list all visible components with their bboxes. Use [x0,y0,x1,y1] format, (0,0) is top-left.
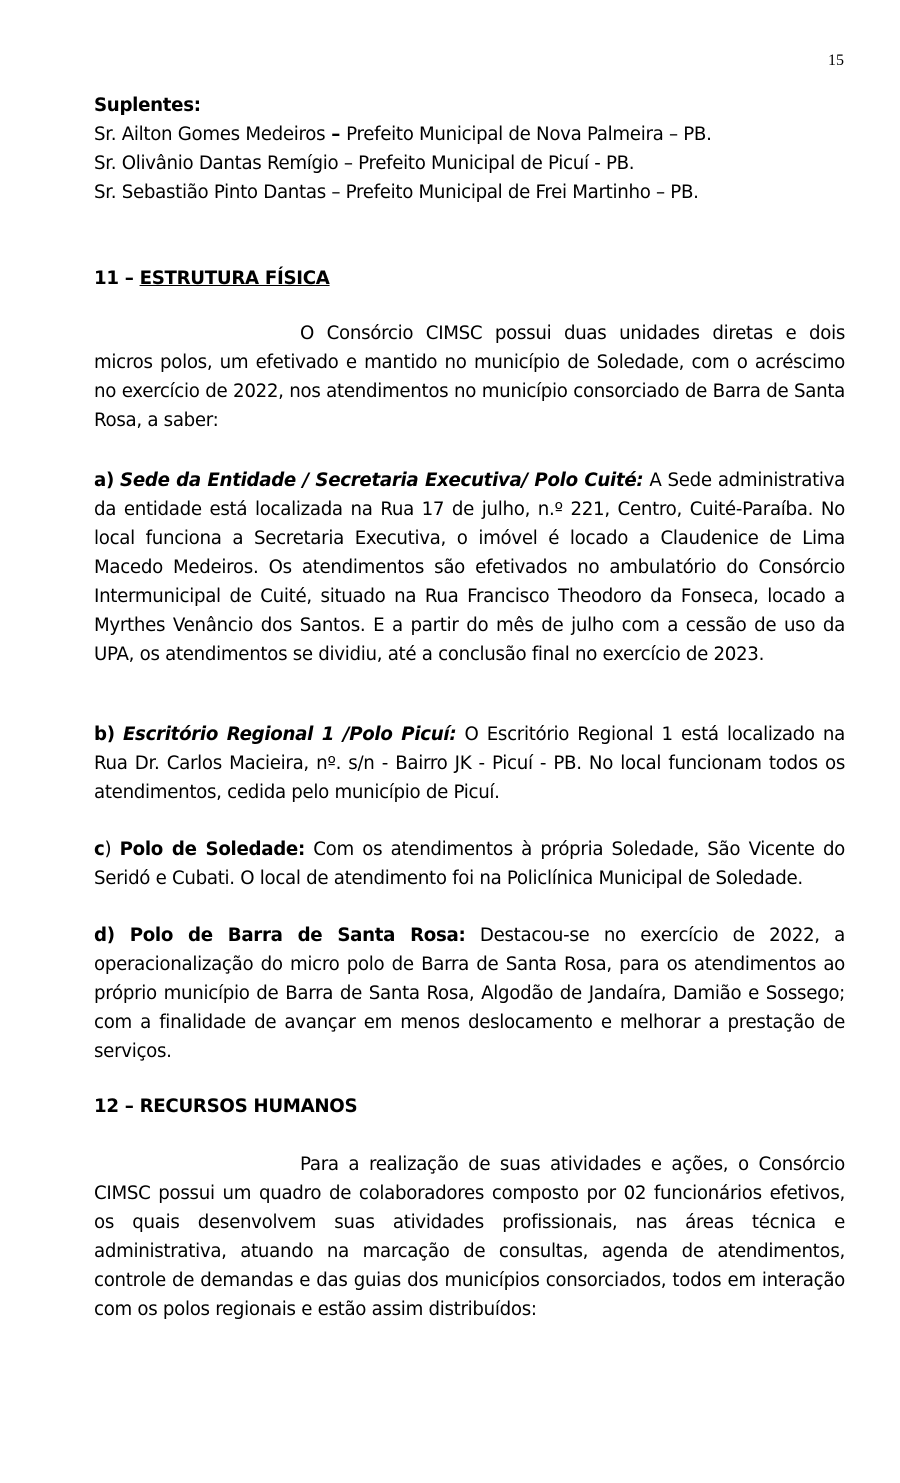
item-d: d) Polo de Barra de Santa Rosa: Destacou-se no exercício de 2022, a operacionalização do micro polo de Barra de Santa Rosa, para os atendimentos ao próprio município de Barra de Santa Rosa, Algodão de Jandaíra, Damião e Sossego; com a finalidade de avançar em menos deslocamento e melhorar a prestação de serviços. [94,925,845,1062]
item-b: b) Escritório Regional 1 /Polo Picuí: O Escritório Regional 1 está localizado na Rua Dr. Carlos Macieira, nº. s/n - Bairro JK - Picuí - PB. No local funcionam todos os atendimentos, cedida pelo município de Picuí. [94,724,846,803]
page-number: 15 [828,52,844,69]
section-11-intro: O Consórcio CIMSC possui duas unidades diretas e dois micros polos, um efetivado e mantido no município de Soledade, com o acréscimo no exercício de 2022, nos atendimentos no município consorciado de Barra de Santa Rosa, a saber: [94,323,845,431]
item-a: a) Sede da Entidade / Secretaria Executiva/ Polo Cuité: A Sede administrativa da entidade está localizada na Rua 17 de julho, n.º 221, Centro, Cuité-Paraíba. No local funciona a Secretaria Executiva, o imóvel é locado a Claudenice de Lima Macedo Medeiros. Os atendimentos são efetivados no ambulatório do Consórcio Intermunicipal de Cuité, situado na Rua Francisco Theodoro da Fonseca, locado a Myrthes Venâncio dos Santos. E a partir do mês de julho com a cessão de uso da UPA, os atendimentos se dividiu, até a conclusão final no exercício de 2023. [94,470,845,665]
suplente-item: Sr. Sebastião Pinto Dantas – Prefeito Municipal de Frei Martinho – PB. [94,182,699,203]
item-c: c) Polo de Soledade: Com os atendimentos à própria Soledade, São Vicente do Seridó e Cubati. O local de atendimento foi na Policlínica Municipal de Soledade. [94,839,846,889]
suplente-item: Sr. Olivânio Dantas Remígio – Prefeito Municipal de Picuí - PB. [94,153,635,174]
section-11-heading: 11 – ESTRUTURA FÍSICA [94,268,330,289]
suplente-item: Sr. Ailton Gomes Medeiros – Prefeito Municipal de Nova Palmeira – PB. [94,124,712,145]
section-12-text: Para a realização de suas atividades e ações, o Consórcio CIMSC possui um quadro de colaboradores composto por 02 funcionários efetivos, os quais desenvolvem suas atividades profissionais, nas áreas técnica e administrativa, atuando na marcação de consultas, agenda de atendimentos, controle de demandas e das guias dos municípios consorciados, todos em interação com os polos regionais e estão assim distribuídos: [94,1154,845,1320]
section-12-heading: 12 – RECURSOS HUMANOS [94,1096,358,1117]
suplentes-block [94,91,845,207]
suplentes-title: Suplentes: [94,95,201,116]
